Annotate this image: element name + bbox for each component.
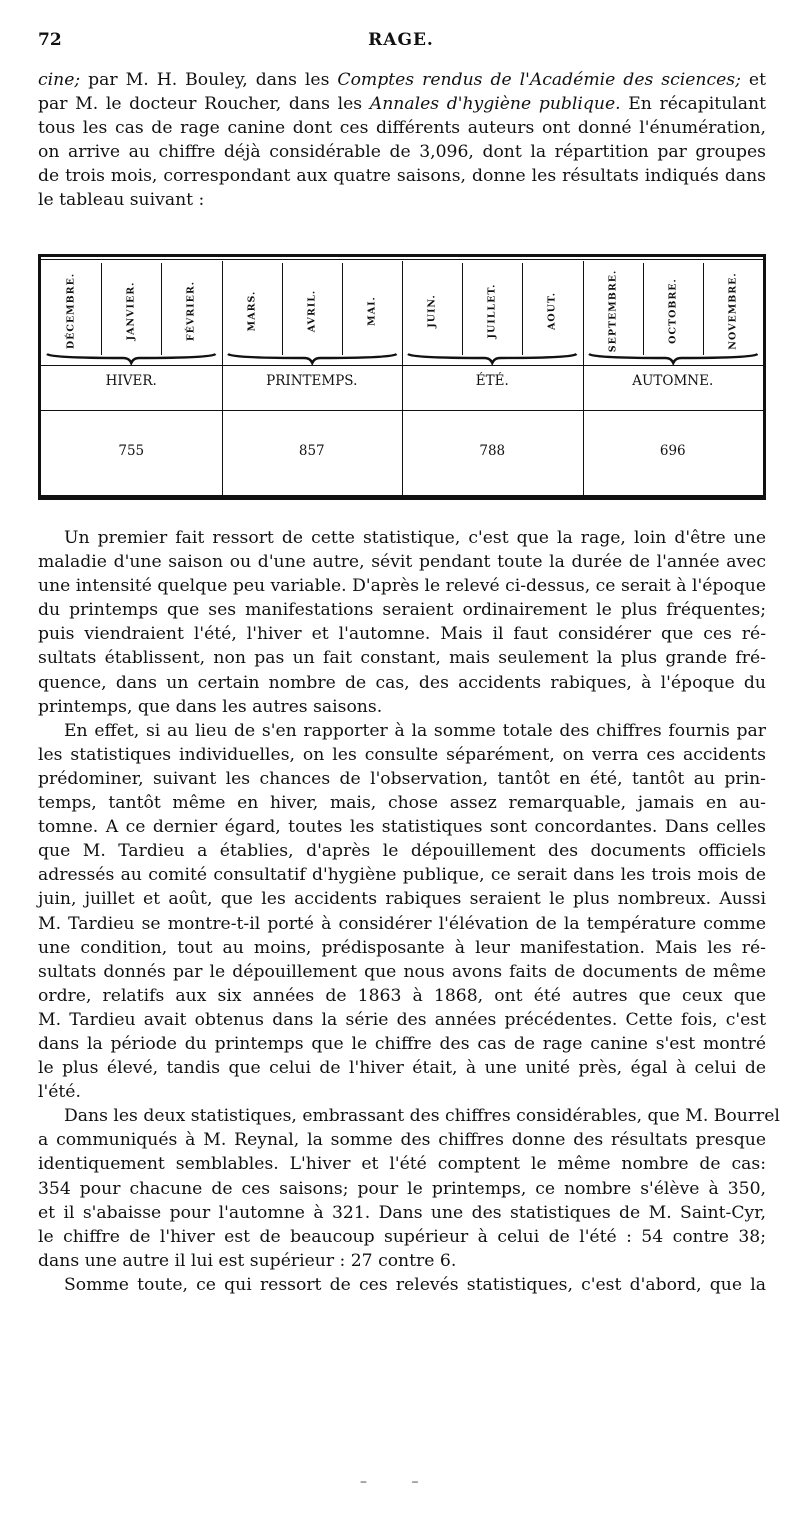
season-table (38, 254, 766, 500)
text-line: que M. Tardieu a établies, d'après le dépouillement des documents officiels (38, 841, 766, 862)
text-line: puis viendraient l'été, l'hiver et l'automne. Mais il faut considérer que ces ré- (38, 624, 766, 645)
month-label: FÉVRIER. (185, 280, 197, 342)
text-line: M. Tardieu avait obtenus dans la série des années précédentes. Cette fois, c'est (38, 1009, 766, 1030)
month-label: AOUT. (546, 291, 558, 331)
text-line: printemps, que dans les autres saisons. (38, 696, 383, 717)
month-divider (342, 263, 343, 355)
text-line: les statistiques individuelles, on les consulte séparément, on verra ces accidents (38, 744, 766, 765)
month-divider (703, 263, 704, 355)
text-line: de trois mois, correspondant aux quatre saisons, donne les résultats indiqués dans (38, 166, 766, 187)
month-header (522, 263, 582, 359)
intro-paragraph (38, 68, 766, 213)
text-line: quence, dans un certain nombre de cas, des accidents rabiques, à l'époque du (38, 672, 766, 693)
page-number: 72 (38, 30, 62, 50)
month-label: OCTOBRE. (667, 278, 679, 344)
text-line: maladie d'une saison ou d'une autre, sévit pendant toute la durée de l'année avec (38, 552, 766, 573)
month-header (342, 263, 402, 359)
month-header (703, 263, 763, 359)
month-label: DÉCEMBRE. (65, 272, 77, 350)
text-line: on arrive au chiffre déjà considérable de 3,096, dont la répartition par groupes (38, 142, 766, 163)
text-line: sultats établissent, non pas un fait constant, mais seulement la plus grande fré- (38, 648, 766, 669)
text-line: le chiffre de l'hiver est de beaucoup supérieur à celui de l'été : 54 contre 38; (38, 1226, 766, 1247)
season-name: HIVER. (105, 373, 157, 389)
season-count: 788 (479, 443, 506, 459)
season-name: AUTOMNE. (632, 373, 714, 389)
month-divider (161, 263, 162, 355)
month-divider (522, 263, 523, 355)
season-count: 755 (118, 443, 145, 459)
month-header (41, 263, 101, 359)
text-line: tous les cas de rage canine dont ces différents auteurs ont donné l'énumération, (38, 118, 766, 139)
text-line: Dans les deux statistiques, embrassant des chiffres considérables, que M. Bourrel (64, 1106, 780, 1127)
month-label: MAI. (366, 296, 378, 326)
text-line: cine; par M. H. Bouley, dans les Comptes rendus de l'Académie des sciences; et (38, 70, 766, 90)
month-label: JUIN. (426, 294, 438, 328)
text-line: et il s'abaisse pour l'automne à 321. Dans une des statistiques de M. Saint-Cyr, (38, 1202, 766, 1223)
month-divider (282, 263, 283, 355)
season-name: ÉTÉ. (475, 373, 509, 389)
text-line: Un premier fait ressort de cette statistique, c'est que la rage, loin d'être une (64, 528, 766, 548)
text-line: sultats donnés par le dépouillement que nous avons faits de documents de même (38, 961, 766, 982)
month-header (462, 263, 522, 359)
paragraph (38, 526, 766, 719)
month-label: MARS. (246, 290, 258, 332)
month-header (643, 263, 703, 359)
text-line: dans la période du printemps que le chiffre des cas de rage canine s'est montré (38, 1033, 766, 1054)
table-rule (41, 410, 763, 411)
paragraph (38, 1273, 766, 1297)
month-label: AVRIL. (306, 289, 318, 333)
text-line: le tableau suivant : (38, 190, 205, 211)
text-line: juin, juillet et août, que les accidents rabiques seraient le plus nombreux. Aussi (38, 889, 766, 910)
text-line: tomne. A ce dernier égard, toutes les statistiques sont concordantes. Dans celles (38, 817, 766, 838)
season-count: 857 (298, 443, 325, 459)
month-header (161, 263, 221, 359)
month-header (282, 263, 342, 359)
text-line: Somme toute, ce qui ressort de ces relevés statistiques, c'est d'abord, que la (64, 1274, 766, 1295)
text-line: a communiqués à M. Reynal, la somme des chiffres donne des résultats presque (38, 1130, 766, 1151)
season-name: PRINTEMPS. (266, 373, 358, 389)
text-line: 354 pour chacune de ces saisons; pour le printemps, ce nombre s'élève à 350, (38, 1178, 766, 1199)
group-brace (222, 353, 403, 365)
text-line: M. Tardieu se montre-t-il porté à considérer l'élévation de la température comme (38, 913, 766, 934)
text-line: ordre, relatifs aux six années de 1863 à 1868, ont été autres que ceux que (38, 985, 766, 1006)
month-divider (101, 263, 102, 355)
text-line: identiquement semblables. L'hiver et l'été comptent le même nombre de cas: (38, 1154, 766, 1175)
text-line: temps, tantôt même en hiver, mais, chose assez remarquable, jamais en au- (38, 793, 766, 814)
month-divider (643, 263, 644, 355)
text-line: une intensité quelque peu variable. D'après le relevé ci-dessus, ce serait à l'époque (38, 576, 766, 597)
page-header (38, 30, 764, 54)
text-line: une condition, tout au moins, prédisposante à leur manifestation. Mais les ré- (38, 937, 766, 958)
month-header (222, 263, 282, 359)
text-line: prédominer, suivant les chances de l'observation, tantôt en été, tantôt au prin- (38, 768, 766, 789)
month-divider (462, 263, 463, 355)
running-title: RAGE. (368, 30, 434, 50)
table-rule (41, 365, 763, 366)
group-brace (41, 353, 222, 365)
month-header (101, 263, 161, 359)
month-header (402, 263, 462, 359)
season-count: 696 (659, 443, 686, 459)
text-line: En effet, si au lieu de s'en rapporter à la somme totale des chiffres fournis par (64, 720, 766, 741)
text-line: l'été. (38, 1082, 81, 1103)
table-top-rule (41, 259, 763, 260)
text-line: par M. le docteur Roucher, dans les Annales d'hygiène publique. En récapitulant (38, 94, 766, 115)
text-line: dans une autre il lui est supérieur : 27 contre 6. (38, 1250, 457, 1271)
paragraph (38, 719, 766, 1105)
footer-marks: – – (360, 1474, 439, 1490)
group-brace (583, 353, 764, 365)
text-line: du printemps que ses manifestations seraient ordinairement le plus fréquentes; (38, 600, 766, 621)
text-line: le plus élevé, tandis que celui de l'hiver était, à une unité près, égal à celui de (38, 1058, 766, 1079)
group-brace (402, 353, 583, 365)
body-text (38, 526, 780, 1297)
month-header (583, 263, 643, 359)
month-label: SEPTEMBRE. (607, 269, 619, 353)
month-label: NOVEMBRE. (727, 272, 739, 350)
text-line: adressés au comité consultatif d'hygiène publique, ce serait dans les trois mois de (38, 865, 766, 886)
month-label: JANVIER. (125, 281, 137, 341)
paragraph (38, 1104, 780, 1273)
month-label: JUILLET. (486, 283, 498, 339)
